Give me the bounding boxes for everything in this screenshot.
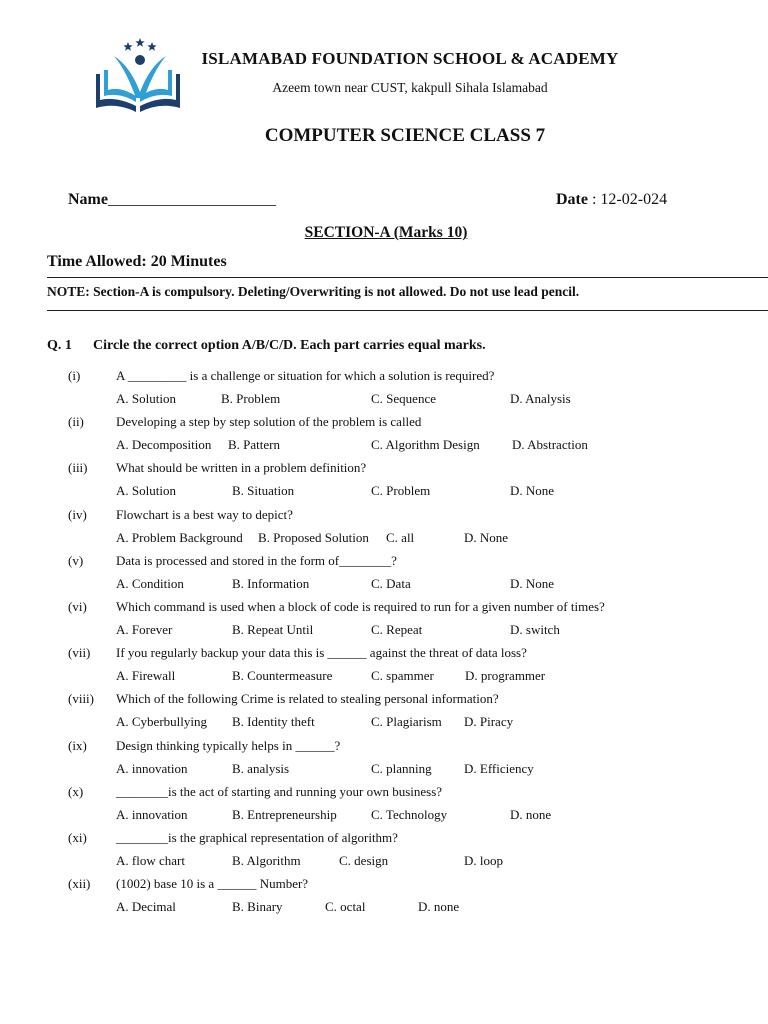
answer-option[interactable]: B. Identity theft [232, 714, 315, 730]
answer-option[interactable]: C. planning [371, 760, 432, 776]
answer-option[interactable]: C. all [386, 529, 415, 545]
question-item [0, 410, 768, 433]
answer-options [0, 803, 768, 826]
question-item-number: (v) [68, 552, 84, 568]
answer-option[interactable]: D. none [510, 806, 552, 822]
answer-option[interactable]: C. Plagiarism [371, 714, 442, 730]
answer-option[interactable]: D. None [510, 575, 555, 591]
answer-options [0, 757, 768, 780]
answer-option[interactable]: C. spammer [371, 668, 434, 684]
question-item [0, 503, 768, 526]
answer-option[interactable]: C. Technology [371, 806, 448, 822]
answer-options [0, 572, 768, 595]
question-item-number: (ii) [68, 414, 84, 430]
question-item-text: Data is processed and stored in the form of________? [116, 552, 397, 568]
book-reader-logo-icon [92, 36, 184, 116]
question-item-text: A _________ is a challenge or situation for which a solution is required? [116, 368, 495, 383]
question-item-text: If you regularly backup your data this is ______ against the threat of data loss? [116, 645, 527, 661]
question-item-number: (vii) [68, 645, 91, 661]
answer-options [0, 526, 768, 549]
question-item-text: ________is the act of starting and running your own business? [116, 783, 443, 799]
answer-option[interactable]: B. Proposed Solution [258, 529, 369, 545]
question-item [0, 549, 768, 572]
answer-option[interactable]: A. Forever [116, 622, 173, 638]
student-name-field [68, 191, 276, 209]
answer-option[interactable]: C. Data [371, 575, 411, 591]
answer-option[interactable]: D. loop [464, 852, 503, 868]
date-label: Date [556, 191, 588, 208]
answer-option[interactable]: D. programmer [465, 668, 546, 684]
answer-option[interactable]: B. analysis [232, 760, 290, 776]
divider-top [47, 277, 768, 278]
question-item-text: Flowchart is a best way to depict? [116, 506, 293, 522]
answer-option[interactable]: A. Condition [116, 575, 184, 591]
answer-option[interactable]: D. None [464, 529, 509, 545]
answer-options [0, 433, 768, 456]
question-number: Q. 1 [47, 338, 72, 353]
answer-option[interactable]: B. Algorithm [232, 852, 301, 868]
answer-option[interactable]: A. Solution [116, 391, 176, 407]
answer-option[interactable]: B. Situation [232, 483, 295, 499]
answer-option[interactable]: D. Abstraction [512, 437, 588, 453]
date-field [556, 191, 667, 209]
question-item-number: (x) [68, 783, 84, 799]
answer-options [0, 710, 768, 733]
date-value: : 12-02-024 [587, 191, 668, 208]
name-blank: _____________________ [107, 191, 276, 208]
question-item [0, 826, 768, 849]
question-item-text: Developing a step by step solution of the problem is called [116, 414, 422, 430]
question-item-text: Design thinking typically helps in ______? [116, 737, 341, 753]
question-item [0, 456, 768, 479]
question-item-number: (i) [68, 368, 81, 383]
exam-title: COMPUTER SCIENCE CLASS 7 [264, 125, 546, 146]
question-item-number: (iv) [68, 506, 87, 522]
question-item [0, 641, 768, 664]
answer-options [0, 664, 768, 687]
answer-option[interactable]: A. Problem Background [116, 529, 243, 545]
answer-options [0, 895, 768, 918]
name-label: Name [68, 191, 108, 208]
answer-option[interactable]: C. Sequence [371, 391, 436, 407]
question-item-number: (iii) [68, 460, 88, 476]
question-item-text: (1002) base 10 is a ______ Number? [116, 876, 309, 892]
answer-option[interactable]: A. innovation [116, 760, 188, 776]
school-address: Azeem town near CUST, kakpull Sihala Islamabad [272, 80, 548, 95]
section-title: SECTION-A (Marks 10) [304, 224, 468, 241]
answer-option[interactable]: B. Repeat Until [232, 622, 314, 638]
answer-option[interactable]: C. octal [325, 899, 366, 915]
school-name: ISLAMABAD FOUNDATION SCHOOL & ACADEMY [201, 49, 619, 68]
question-item-number: (xii) [68, 876, 91, 892]
answer-option[interactable]: A. Cyberbullying [116, 714, 207, 730]
answer-option[interactable]: C. Repeat [371, 622, 423, 638]
answer-option[interactable]: D. Analysis [510, 391, 571, 407]
question-item [0, 687, 768, 710]
question-item-number: (viii) [68, 691, 94, 707]
question-item [0, 595, 768, 618]
question-item [0, 780, 768, 803]
answer-option[interactable]: D. Piracy [464, 714, 514, 730]
answer-option[interactable]: D. None [510, 483, 555, 499]
exam-note: NOTE: Section-A is compulsory. Deleting/Overwriting is not allowed. Do not use lead pencil. [47, 284, 580, 299]
answer-option[interactable]: C. Algorithm Design [371, 437, 480, 453]
answer-option[interactable]: B. Binary [232, 899, 283, 915]
answer-option[interactable]: D. none [418, 899, 460, 915]
answer-option[interactable]: D. switch [510, 622, 560, 638]
answer-options [0, 387, 768, 410]
answer-option[interactable]: C. Problem [371, 483, 431, 499]
question-item-number: (vi) [68, 598, 87, 614]
answer-options [0, 849, 768, 872]
answer-options [0, 479, 768, 502]
answer-option[interactable]: A. Decimal [116, 899, 176, 915]
answer-options [0, 618, 768, 641]
time-allowed: Time Allowed: 20 Minutes [47, 253, 227, 270]
divider-bottom [47, 310, 768, 311]
question-instruction: Circle the correct option A/B/C/D. Each part carries equal marks. [93, 338, 486, 353]
answer-option[interactable]: D. Efficiency [464, 760, 534, 776]
question-item-text: ________is the graphical representation of algorithm? [116, 829, 398, 845]
answer-option[interactable]: A. Firewall [116, 668, 176, 684]
question-item-number: (ix) [68, 737, 87, 753]
question-item-number: (xi) [68, 829, 87, 845]
question-item [0, 734, 768, 757]
answer-option[interactable]: B. Pattern [228, 437, 280, 453]
question-item [0, 364, 768, 387]
answer-option[interactable]: A. Solution [116, 483, 176, 499]
answer-option[interactable]: B. Entrepreneurship [232, 806, 337, 822]
question-item-text: What should be written in a problem definition? [116, 460, 367, 476]
question-heading [47, 338, 486, 354]
answer-option[interactable]: A. Decomposition [116, 437, 212, 453]
answer-option[interactable]: B. Countermeasure [232, 668, 333, 684]
question-item-text: Which of the following Crime is related to stealing personal information? [116, 691, 499, 707]
answer-option[interactable]: B. Problem [221, 391, 281, 407]
answer-option[interactable]: C. design [339, 852, 389, 868]
answer-option[interactable]: A. flow chart [116, 852, 185, 868]
question-item-text: Which command is used when a block of code is required to run for a given number of times? [116, 598, 605, 614]
mcq-list [0, 364, 768, 918]
answer-option[interactable]: A. innovation [116, 806, 188, 822]
question-item [0, 872, 768, 895]
answer-option[interactable]: B. Information [232, 575, 310, 591]
